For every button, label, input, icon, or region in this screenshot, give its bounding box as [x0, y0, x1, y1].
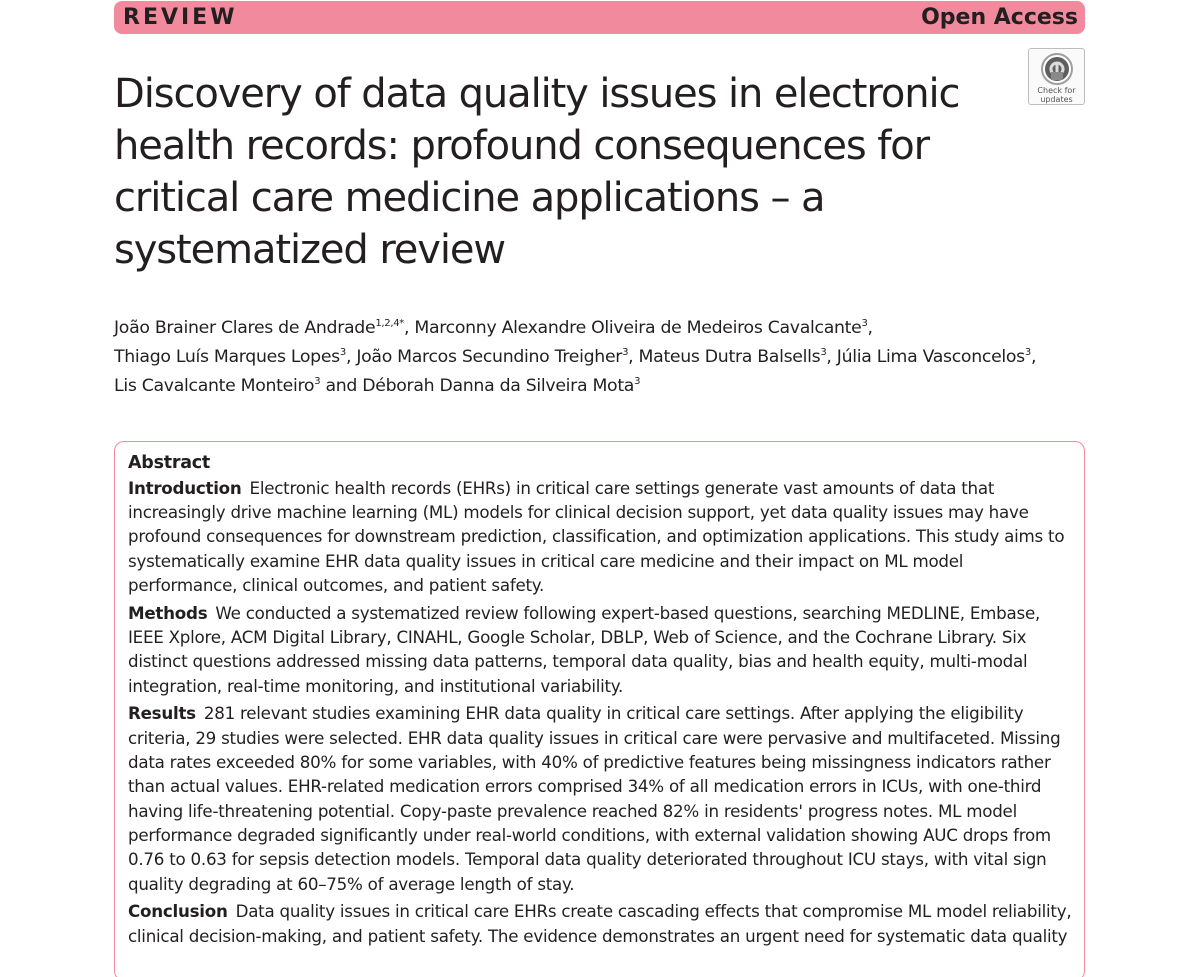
abstract-heading: Abstract	[128, 453, 211, 473]
section-text: We conducted a systematized review following expert-based questions, searching MEDLINE, Embase, IEEE Xplore, ACM Digital Library, CINAHL, Google Scholar, DBLP, Web of Science, and the Cochrane Library. Six distinct questions addressed missing data patterns, temporal data quality, bias and health equity, multi-modal integration, real-time monitoring, and institutional variability.	[128, 602, 1041, 696]
abstract-section-methods	[128, 601, 1076, 698]
check-for-updates-button[interactable]	[1028, 48, 1085, 105]
author-separator: ,	[403, 318, 415, 338]
author-name: João Brainer Clares de Andrade	[114, 318, 376, 338]
section-label: Introduction	[128, 477, 242, 498]
author-name: Thiago Luís Marques Lopes	[114, 347, 340, 367]
author-affiliation: 3	[622, 347, 629, 358]
author-affiliation: 3	[314, 376, 321, 387]
section-text: Data quality issues in critical care EHRs create cascading effects that compromise ML model reliability, clinical decision-making, and patient safety. The evidence demonstrates an urgent need for systematic data quality	[128, 901, 1072, 946]
author-name: Lis Cavalcante Monteiro	[114, 376, 315, 396]
author-affiliation: 3	[820, 347, 827, 358]
author-name: Marconny Alexandre Oliveira de Medeiros Cavalcante	[414, 318, 862, 338]
author-separator: ,	[345, 347, 357, 367]
author-affiliation: 3	[861, 318, 868, 329]
author-name: Júlia Lima Vasconcelos	[836, 347, 1025, 367]
section-label: Conclusion	[128, 901, 228, 922]
author-list	[114, 314, 1074, 401]
section-label: Results	[128, 703, 196, 724]
author-affiliation: 3	[1024, 347, 1031, 358]
abstract-section-introduction	[128, 476, 1076, 597]
abstract-section-conclusion	[128, 899, 1076, 948]
author-affiliation: 3	[339, 347, 346, 358]
section-text: 281 relevant studies examining EHR data quality in critical care settings. After applying the eligibility criteria, 29 studies were selected. EHR data quality issues in critical care were pervasive and multifaceted. Missing data rates exceeded 80% for some variables, with 40% of predictive features being missingness indicators rather than actual values. EHR-related medication errors comprised 34% of all medication errors in ICUs, with one-third having life-threatening potential. Copy-paste prevalence reached 82% in residents' progress notes. ML model performance degraded significantly under real-world conditions, with external validation showing AUC drops from 0.76 to 0.63 for sepsis detection models. Temporal data quality deteriorated throughout ICU stays, with vital sign quality degrading at 60–75% of average length of stay.	[128, 703, 1061, 894]
abstract-section-results	[128, 701, 1076, 895]
author-name: João Marcos Secundino Treigher	[356, 347, 623, 367]
author-separator: ,	[826, 347, 837, 367]
check-for-updates-label: Check for updates	[1037, 86, 1076, 104]
abstract-content	[128, 451, 1076, 951]
article-title: Discovery of data quality issues in electronic health records: profound consequences for critical care medicine applications – a systematized review	[114, 71, 960, 273]
author-affiliation: 1,2,4*	[375, 318, 404, 329]
author-separator: ,	[628, 347, 639, 367]
section-label: Methods	[128, 602, 208, 623]
article-type-label: REVIEW	[123, 5, 238, 30]
author-name: Mateus Dutra Balsells	[638, 347, 821, 367]
author-affiliation: 3	[634, 376, 641, 387]
author-separator: and	[320, 376, 363, 396]
crossmark-icon	[1040, 52, 1074, 86]
open-access-label: Open Access	[921, 5, 1078, 30]
section-text: Electronic health records (EHRs) in critical care settings generate vast amounts of data that increasingly drive machine learning (ML) models for clinical decision support, yet data quality issues may have profound consequences for downstream prediction, classification, and optimization applications. This study aims to systematically examine EHR data quality issues in critical care medicine and their impact on ML model performance, clinical outcomes, and patient safety.	[128, 477, 1065, 595]
article-type-banner	[114, 1, 1085, 34]
author-separator: ,	[1030, 347, 1037, 367]
author-name: Déborah Danna da Silveira Mota	[362, 376, 635, 396]
author-separator: ,	[867, 318, 873, 338]
abstract-box	[114, 441, 1085, 977]
